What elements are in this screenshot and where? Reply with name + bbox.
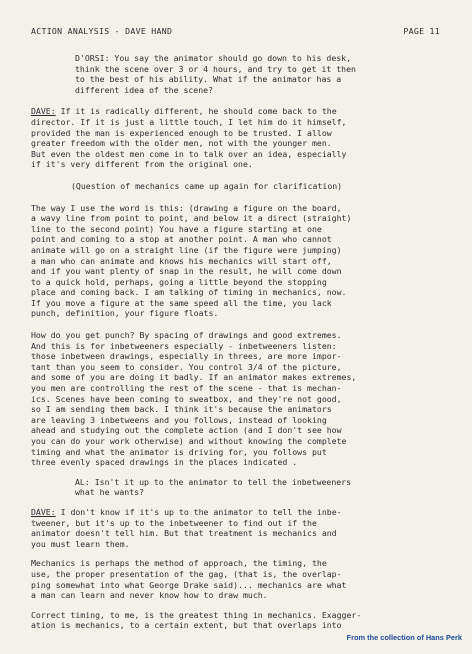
stage-note: (Question of mechanics came up again for clarification)	[71, 180, 343, 191]
collection-credit: From the collection of Hans Perk	[346, 633, 462, 643]
speaker-label: DAVE:	[31, 506, 56, 517]
page-number: PAGE 11	[403, 26, 440, 36]
paragraph-al-question: AL: Isn't it up to the animator to tell the inbetweeners what he wants?	[75, 476, 352, 498]
page-header	[31, 26, 440, 38]
paragraph-dave-answer-2: DAVE: I don't know if it's up to the animator to tell the inbe- tweener, but it's up to the inbetweener to find out if the animator doesn't tell him. But that treatment is mechanics and you must learn them.	[31, 506, 342, 549]
paragraph-punch: How do you get punch? By spacing of drawings and good extremes. And this is for inbetweeners especially - inbetweeners listen: those inbetween drawings, especially in threes, are more impor- tant than you seem to consider. You control 3/4 of the picture, and some of you are doing it badly. If an animator makes extremes, you men are controlling the rest of the scene - that is mechan- ics. Scenes have been coming to sweatbox, and they're not good, so I am sending them back. I think it's because the animators are leaving 3 inbetweens and you follows, instead of looking ahead and studying out the complete action (and I don't see how you can do your work otherwise) and without knowing the complete timing and what the animator is driving for, you follows put three evenly spaced drawings in the places indicated .	[31, 330, 357, 468]
document-body	[31, 53, 441, 631]
paragraph-mechanics: The way I use the word is this: (drawing a figure on the board, a wavy line from point to point, and below it a direct (straight) line to the second point) You have a figure starting at one point and coming to a stop at another point. A man who cannot animate will go on a straight line (if the figure were jumping) a man who can animate and knows his mechanics will start off, and if you want plenty of snap in the result, he will come down to a quick hold, perhaps, going a little beyond the stopping place and coming back. I am talking of timing in mechanics, now. If you move a figure at the same speed all the time, you lack punch, definition, your figure floats.	[31, 202, 352, 319]
document-title: ACTION ANALYSIS - DAVE HAND	[31, 26, 173, 36]
paragraph-dorsi-question: D'ORSI: You say the animator should go down to his desk, think the scene over 3 or 4 hours, and try to get it then to the best of his ability. What if the animator has a different idea of the scene?	[75, 53, 356, 95]
speaker-label: DAVE:	[31, 106, 56, 117]
paragraph-mechanics-definition: Mechanics is perhaps the method of approach, the timing, the use, the proper presentation of the gag, (that is, the overlap- ping somewhat into what George Drake said)... mechanics are what a man can learn and never know how to draw much.	[31, 558, 347, 601]
paragraph-timing: Correct timing, to me, is the greatest thing in mechanics. Exagger- ation is mechanics, to a certain extent, but that overlaps into	[31, 609, 362, 631]
paragraph-dave-answer-1: DAVE: If it is radically different, he should come back to the director. If it is just a little touch, I let him do it himself, provided the man is experienced enough to be trusted. I allow greater freedom with the older men, not with the younger men. But even the oldest men come in to talk over an idea, especially if it's very different from the original one.	[31, 106, 347, 170]
